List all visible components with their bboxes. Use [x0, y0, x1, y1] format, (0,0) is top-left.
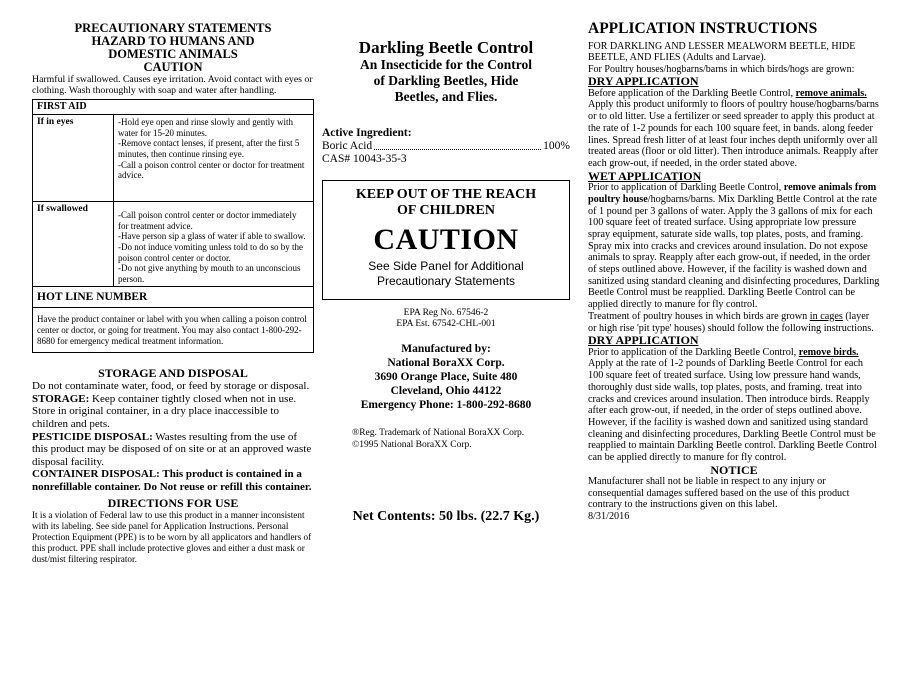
- remove-animals-emphasis: remove animals.: [795, 87, 867, 99]
- dry-text-part: Apply this product uniformly to floors of poultry house/hogbarns/barns or to old litter. Use a fertilizer or seed spreader to apply this product at the rate of 1-2 pounds for each 100 square feet, in bands. along feeder lines. Spread fresh litter of at least four inches depth uniformly over all treated areas (floor or old litter). Then introduce animals. Reapply after each grow-out, if needed, in the order stated above.: [588, 99, 879, 169]
- swallowed-instructions: [114, 202, 314, 287]
- right-panel: [588, 20, 880, 523]
- dot-leader: [374, 140, 541, 150]
- heading-line: HAZARD TO HUMANS AND: [91, 34, 255, 48]
- keep-out-text: [327, 187, 565, 219]
- heading-line: CAUTION: [143, 60, 203, 74]
- swallowed-line: -Do not give anything by mouth to an unconscious person.: [118, 263, 301, 284]
- see-side-line: See Side Panel for Additional: [368, 259, 524, 273]
- remove-birds-emphasis: remove birds.: [798, 346, 859, 358]
- cas-number: CAS# 10043-35-3: [322, 153, 407, 165]
- net-contents: Net Contents: 50 lbs. (22.7 Kg.): [352, 509, 540, 524]
- ingredient-name: Boric Acid: [322, 140, 373, 152]
- product-title: Darkling Beetle Control: [358, 38, 534, 57]
- application-title: APPLICATION INSTRUCTIONS: [588, 20, 818, 37]
- hotline-title: HOT LINE NUMBER: [33, 287, 313, 308]
- first-aid-table: [32, 99, 314, 288]
- eyes-label: If in eyes: [33, 115, 114, 202]
- application-scope: For Poultry houses/hogbarns/barns in which birds/hogs are grown:: [588, 63, 855, 75]
- container-text: This product is contained in a nonrefillable container. Do Not reuse or refill this container.: [32, 468, 312, 493]
- cage-text-part: (layer or high rise 'pit type' houses) should follow the following instructions.: [588, 310, 874, 334]
- subtitle-line: Beetles, and Flies.: [394, 89, 498, 104]
- swallowed-line: -Have person sip a glass of water if able to swallow.: [118, 231, 306, 242]
- cage-treatment-text: [588, 311, 880, 334]
- ingredient-row: [322, 140, 570, 153]
- eyes-line: -Hold eye open and rinse slowly and gently with water for 15-20 minutes.: [118, 117, 293, 138]
- dry-application-text-2: [588, 347, 880, 464]
- dry-application-text: [588, 88, 880, 170]
- active-ingredient-label: Active Ingredient:: [322, 127, 412, 139]
- pesticide-text: Wastes resulting from the use of this product may be disposed of on site or at an approved waste disposal facility.: [32, 430, 312, 468]
- swallowed-label: If swallowed: [33, 202, 114, 287]
- first-aid-title: FIRST AID: [33, 99, 314, 115]
- subtitle-line: An Insecticide for the Control: [360, 57, 532, 72]
- manufacturer-line: Emergency Phone: 1-800-292-8680: [360, 399, 532, 411]
- application-intro: FOR DARKLING AND LESSER MEALWORM BEETLE, HIDE BEETLE, AND FLIES (Adults and Larvae).: [588, 41, 856, 64]
- directions-text: It is a violation of Federal law to use this product in a manner inconsistent with its labeling. See side panel for Application Instructions. Personal Protection Equipment (PPE) is to be worn by all applicators and handlers of this product. PPE shall include protective gloves and either a dust mask or dust/mist filtering respirator.: [32, 510, 312, 564]
- swallowed-line: -Call poison control center or doctor immediately for treatment advice.: [118, 210, 297, 231]
- wet-text-part: Prior to application of Darkling Beetle Control,: [588, 182, 784, 194]
- wet-application-text: [588, 182, 880, 311]
- storage-title: STORAGE AND DISPOSAL: [98, 366, 248, 381]
- eyes-line: -Call a poison control center or doctor for treatment advice.: [118, 159, 305, 181]
- manufacturer-line: Manufactured by:: [401, 343, 491, 355]
- storage-paragraph: [32, 393, 314, 431]
- heading-line: PRECAUTIONARY STATEMENTS: [74, 21, 272, 35]
- directions-title: DIRECTIONS FOR USE: [107, 496, 239, 511]
- wet-application-heading: WET APPLICATION: [588, 168, 702, 183]
- container-paragraph: [32, 468, 314, 493]
- copyright-line: ©1995 National BoraXX Corp.: [352, 439, 472, 450]
- cage-text-part: Treatment of poultry houses in which birds are grown: [588, 310, 810, 322]
- storage-intro: Do not contaminate water, food, or feed by storage or disposal.: [32, 380, 310, 393]
- epa-info: [322, 308, 570, 330]
- warning-box: [322, 180, 570, 300]
- see-side-line: Precautionary Statements: [376, 274, 516, 288]
- dry-application-heading: DRY APPLICATION: [588, 74, 699, 89]
- eyes-line: -Remove contact lenses, if present, after the first 5 minutes, then continue rinsing eye.: [118, 138, 300, 159]
- manufacturer-line: National BoraXX Corp.: [387, 357, 505, 369]
- ingredient-percent: 100%: [543, 140, 570, 152]
- dry-text-part: Before application of the Darkling Beetle Control,: [588, 87, 796, 99]
- keep-out-line: OF CHILDREN: [397, 203, 495, 218]
- wet-text-part: /hogbarns/barns. Mix Darkling Bettle Control at the rate of 1 pound per 3 gallons of water. Apply the 3 gallons of mix for each 100 square feet of treated surface. Using appropriate low pressure spray equipment, saturate side walls, top plates, posts, and framing. Spray mix into cracks and crevices around insulation. Do not expose animals to spray. Reapply after each grow-out, if needed, in the order of steps outlined above. However, if the facility is washed down and sanitized using standard cleaning and disinfecting procedures, Darkling Beetle Control must be reapplied. Darkling Beetle Control can be applied directly to manure for fly control.: [588, 193, 880, 311]
- container-label: CONTAINER DISPOSAL:: [32, 468, 160, 481]
- precautionary-heading: [32, 22, 314, 74]
- pesticide-label: PESTICIDE DISPOSAL:: [32, 430, 153, 443]
- trademark-block: [322, 428, 570, 451]
- manufacturer-line: Cleveland, Ohio 44122: [390, 385, 502, 397]
- storage-text: Keep container tightly closed when not in use. Store in original container, in a dry place inaccessible to children and pets.: [32, 392, 297, 430]
- middle-panel: [322, 38, 570, 525]
- product-subtitle: [322, 57, 570, 105]
- pesticide-paragraph: [32, 431, 314, 469]
- hotline-box: [32, 287, 314, 353]
- caution-signal-word: CAUTION: [373, 223, 519, 256]
- remove-animals-house-emphasis: remove animals from poultry house: [588, 182, 877, 205]
- heading-line: DOMESTIC ANIMALS: [108, 47, 238, 61]
- trademark-line: ®Reg. Trademark of National BoraXX Corp.: [352, 428, 525, 438]
- dry-application-heading-2: DRY APPLICATION: [588, 333, 699, 348]
- swallowed-line: -Do not induce vomiting unless told to do so by the poison control center or doctor.: [118, 241, 303, 263]
- epa-reg-number: EPA Reg No. 67546-2: [403, 308, 489, 318]
- notice-text: Manufacturer shall not be liable in respect to any injury or consequential damages suffered based on the use of this product contrary to the instructions given on this label.: [588, 475, 850, 511]
- dry2-text-part: Apply at the rate of 1-2 pounds of Darkling Beetle Control for each 100 square feet of treated surface. Using low pressure hand wands, thoroughly dust side walls, top plates, posts, and framing. treat into cracks and crevices around insulation. Then introduce birds. Reapply after each grow-out, if needed, in the order of steps outlined above. However, if the facility is washed down and sanitized using standard cleaning and disinfecting procedures, Darkling Beetle Control must be reapplied to maintain Darkling Beetle control. Darkling Beetle Control can be applied directly to manure for fly control.: [588, 358, 877, 464]
- epa-est-number: EPA Est. 67542-CHL-001: [396, 319, 496, 329]
- subtitle-line: of Darkling Beetles, Hide: [373, 73, 519, 88]
- label-date: 8/31/2016: [588, 510, 630, 522]
- left-panel: [32, 22, 314, 564]
- manufacturer-line: 3690 Orange Place, Suite 480: [374, 371, 518, 383]
- storage-label: STORAGE:: [32, 392, 90, 405]
- hazard-text: Harmful if swallowed. Causes eye irritation. Avoid contact with eyes or clothing. Wash thoroughly with soap and water after handling.: [32, 74, 313, 97]
- keep-out-line: KEEP OUT OF THE REACH: [355, 187, 537, 202]
- eyes-instructions: [114, 115, 314, 202]
- hotline-text: Have the product container or label with you when calling a poison control center or doctor, or going for treatment. You may also contact 1-800-292-8680 for emergency medical treatment information.: [37, 314, 307, 346]
- manufacturer-block: [322, 342, 570, 412]
- notice-heading: NOTICE: [710, 462, 758, 477]
- in-cages-emphasis: in cages: [809, 310, 843, 322]
- dry2-text-part: Prior to application of the Darkling Beetle Control,: [588, 346, 799, 358]
- see-side-panel: [327, 259, 565, 289]
